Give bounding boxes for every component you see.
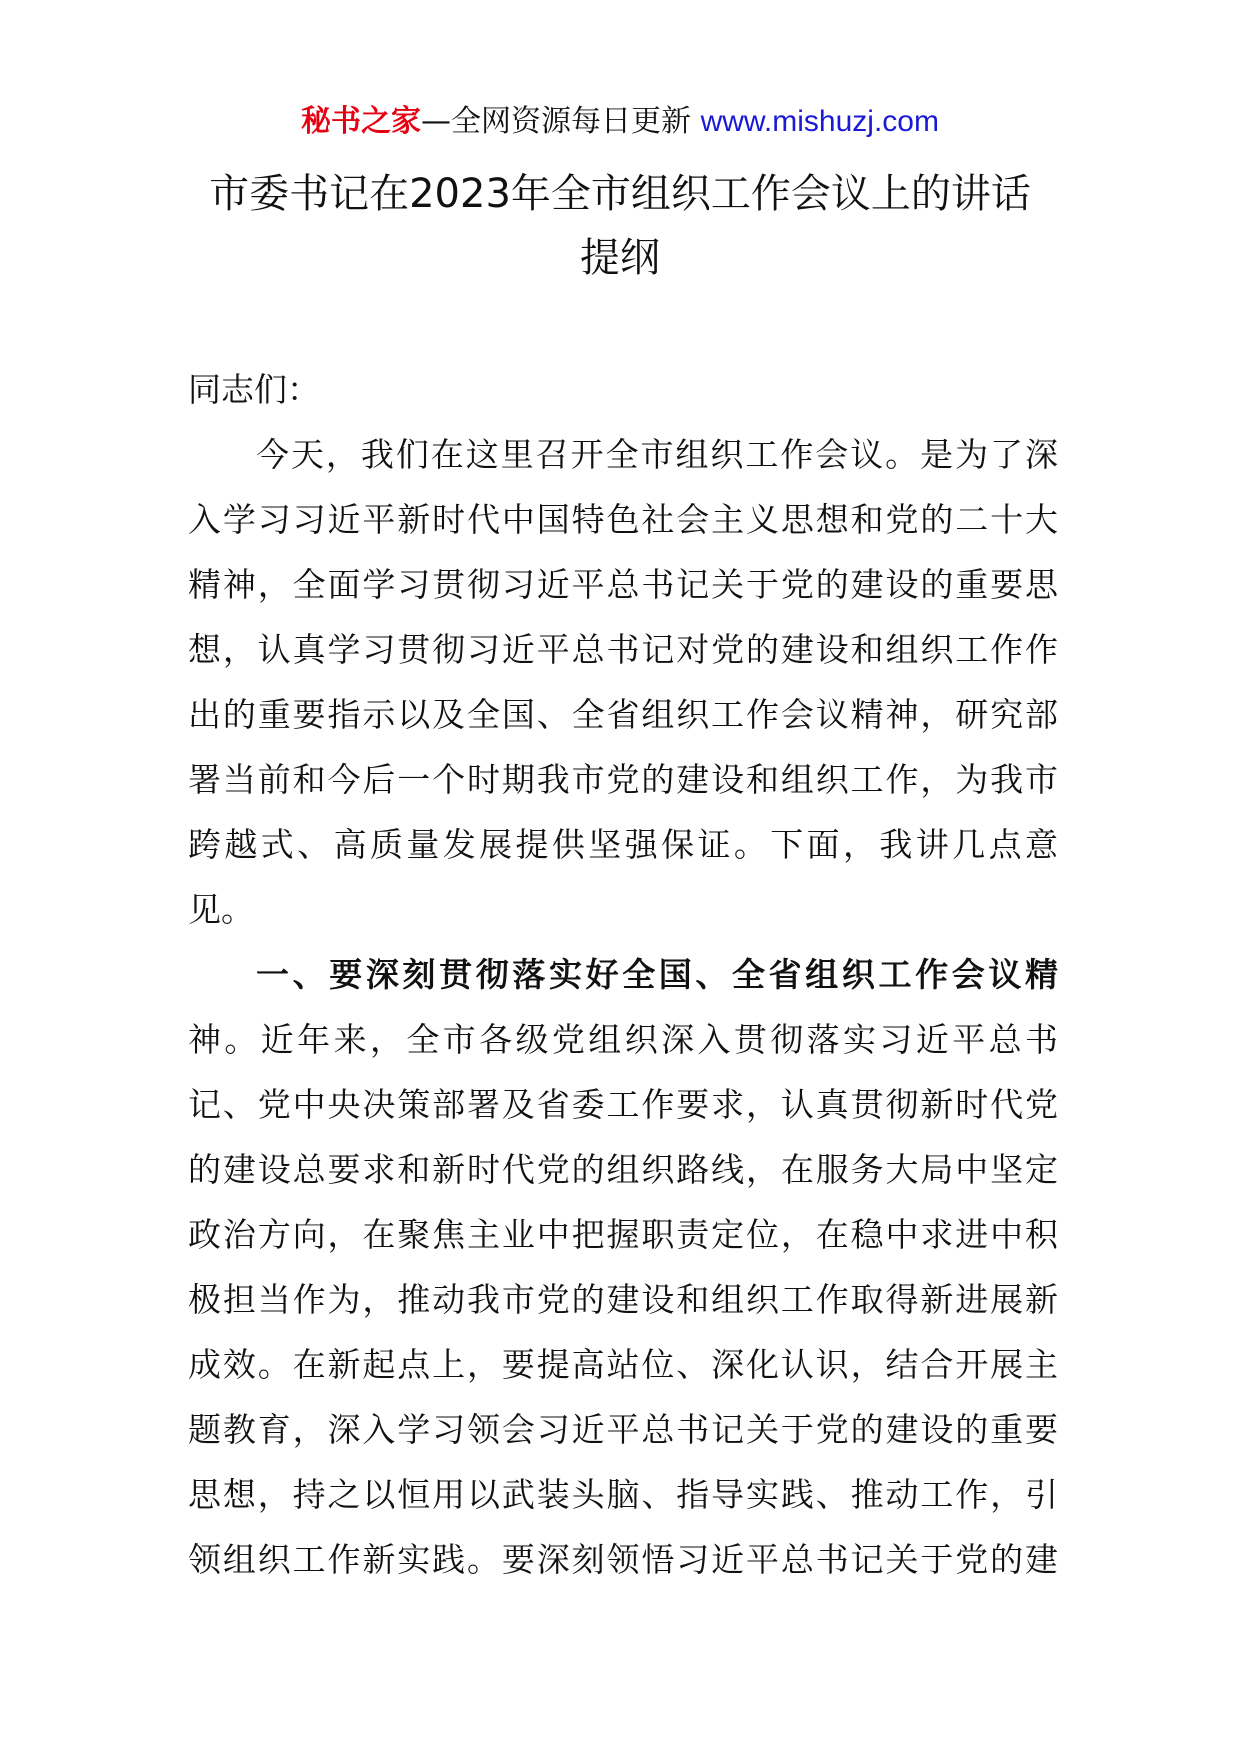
paragraph-line: 记、党中央决策部署及省委工作要求，认真贯彻新时代党 <box>188 1085 1058 1124</box>
site-banner <box>0 100 1240 144</box>
document-title <box>150 162 1090 290</box>
section-heading: 一、要深刻贯彻落实好全国、全省组织工作会议精 <box>256 955 1058 994</box>
title-line: 提纲 <box>580 235 660 281</box>
paragraph-line: 思想，持之以恒用以武装头脑、指导实践、推动工作，引 <box>188 1475 1058 1514</box>
paragraph-line: 成效。在新起点上，要提高站位、深化认识，结合开展主 <box>188 1345 1058 1384</box>
paragraph-line: 今天，我们在这里召开全市组织工作会议。是为了深 <box>256 435 1058 474</box>
salutation: 同志们： <box>188 370 320 409</box>
paragraph-line: 入学习习近平新时代中国特色社会主义思想和党的二十大 <box>188 500 1058 539</box>
banner-tagline: —全网资源每日更新 <box>421 104 701 139</box>
paragraph-line: 神。近年来，全市各级党组织深入贯彻落实习近平总书 <box>188 1020 1058 1059</box>
paragraph-line: 署当前和今后一个时期我市党的建设和组织工作，为我市 <box>188 760 1058 799</box>
paragraph-line: 见。 <box>188 890 254 929</box>
paragraph-line: 出的重要指示以及全国、全省组织工作会议精神，研究部 <box>188 695 1058 734</box>
site-brand: 秘书之家 <box>301 104 422 139</box>
paragraph-line: 领组织工作新实践。要深刻领悟习近平总书记关于党的建 <box>188 1540 1058 1579</box>
paragraph-line: 极担当作为，推动我市党的建设和组织工作取得新进展新 <box>188 1280 1058 1319</box>
paragraph-line: 的建设总要求和新时代党的组织路线，在服务大局中坚定 <box>188 1150 1058 1189</box>
title-line: 市委书记在2023年全市组织工作会议上的讲话 <box>209 171 1031 217</box>
paragraph-line: 跨越式、高质量发展提供坚强保证。下面，我讲几点意 <box>188 825 1058 864</box>
site-url[interactable]: www.mishuzj.com <box>700 105 939 138</box>
paragraph-line: 想，认真学习贯彻习近平总书记对党的建设和组织工作作 <box>188 630 1058 669</box>
paragraph-line: 精神，全面学习贯彻习近平总书记关于党的建设的重要思 <box>188 565 1058 604</box>
document-body <box>188 357 1058 1592</box>
paragraph-line: 题教育，深入学习领会习近平总书记关于党的建设的重要 <box>188 1410 1058 1449</box>
paragraph-line: 政治方向，在聚焦主业中把握职责定位，在稳中求进中积 <box>188 1215 1058 1254</box>
